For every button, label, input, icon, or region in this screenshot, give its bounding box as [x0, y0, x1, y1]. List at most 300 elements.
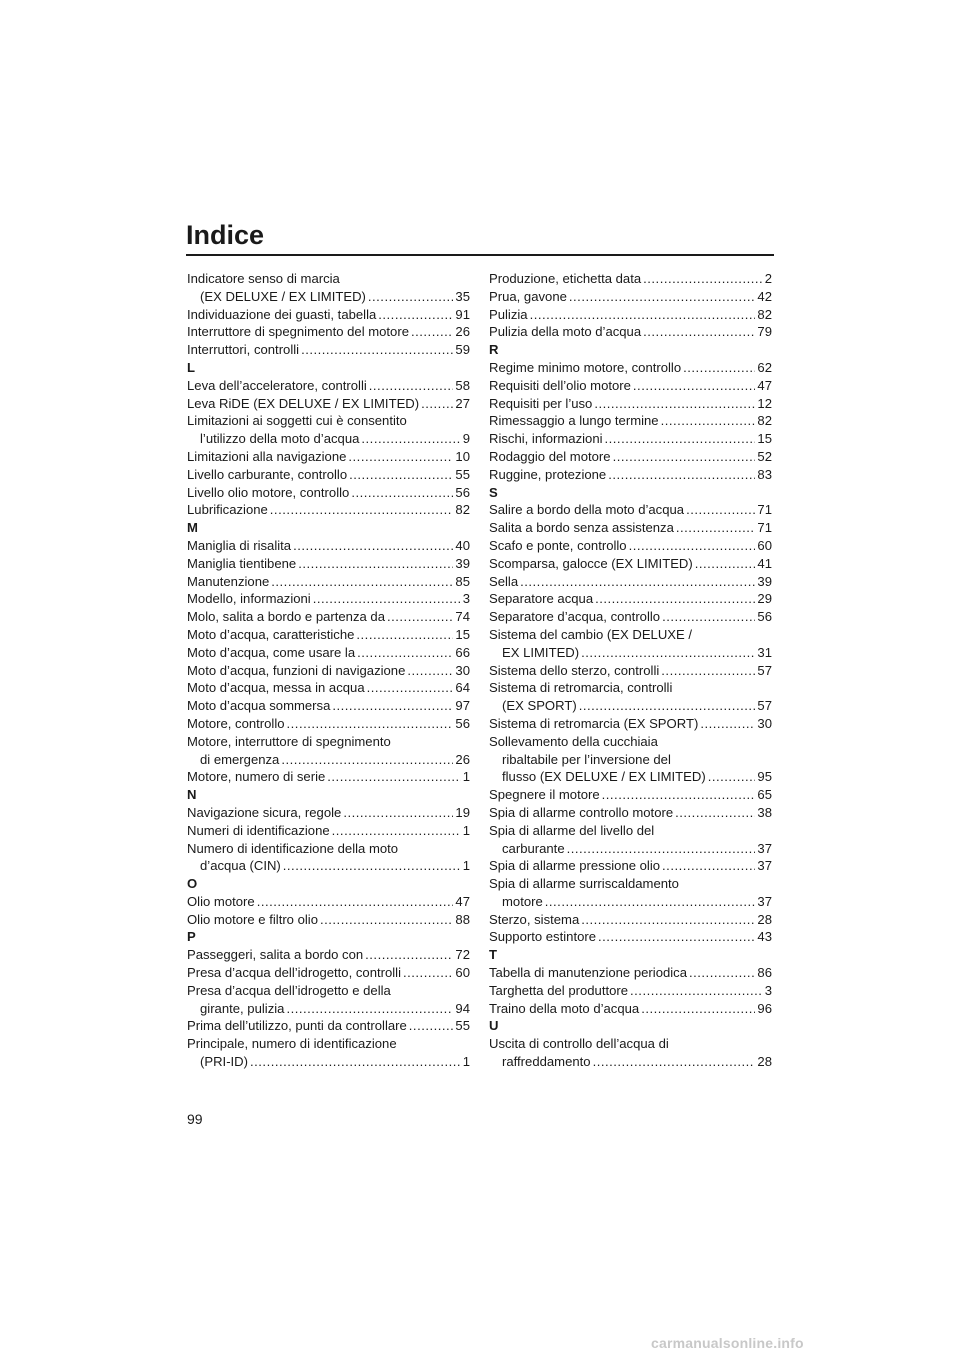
- index-entry-page: 94: [455, 1000, 470, 1016]
- index-entry-page: 43: [757, 929, 772, 945]
- index-entry-page: 65: [757, 787, 772, 803]
- dot-leader: [348, 448, 453, 466]
- index-entry: [489, 590, 772, 608]
- index-entry-text: Interruttori, controlli: [187, 342, 300, 358]
- index-entry-text: Produzione, etichetta data: [489, 271, 642, 286]
- dot-leader: [545, 893, 756, 911]
- dot-leader: [327, 768, 460, 786]
- dot-leader: [421, 395, 453, 413]
- index-entry-page: 95: [757, 769, 772, 785]
- dot-leader: [530, 306, 756, 324]
- index-entry-text: Olio motore: [187, 893, 255, 909]
- dot-leader: [662, 857, 755, 875]
- index-entry-heading: Spia di allarme del livello del: [489, 822, 655, 838]
- index-entry: [489, 359, 772, 377]
- index-entry-page: 83: [757, 466, 772, 482]
- index-entry-text: Spia di allarme controllo motore: [489, 804, 674, 820]
- index-entry-heading: Indicatore senso di marcia: [187, 271, 340, 286]
- index-entry-text: Sistema dello sterzo, controlli: [489, 662, 660, 678]
- index-entry: [187, 484, 470, 502]
- index-entry-text: Presa d’acqua dell’idrogetto, controlli: [187, 965, 401, 981]
- index-entry-page: 28: [757, 911, 772, 927]
- dot-leader: [411, 323, 453, 341]
- index-entry-text: EX LIMITED): [502, 644, 580, 660]
- index-entry: [187, 573, 470, 591]
- index-entry-page: 38: [757, 804, 772, 820]
- index-entry: [187, 804, 470, 822]
- dot-leader: [365, 946, 453, 964]
- index-entry-page: 85: [455, 573, 470, 589]
- index-entry-text: motore: [502, 893, 543, 909]
- index-entry-text: Prua, gavone: [489, 288, 567, 304]
- index-entry-page: 2: [764, 271, 772, 286]
- dot-leader: [613, 448, 756, 466]
- index-entry-text: Scafo e ponte, controllo: [489, 537, 627, 553]
- dot-leader: [369, 377, 454, 395]
- index-entry-page: 41: [757, 555, 772, 571]
- dot-leader: [567, 840, 756, 858]
- index-entry: [187, 679, 470, 697]
- dot-leader: [409, 1017, 454, 1035]
- index-entry-text: Lubrificazione: [187, 502, 268, 518]
- index-entry: [187, 555, 470, 573]
- index-entry-page: 1: [462, 1054, 470, 1070]
- index-entry: [187, 501, 470, 519]
- index-entry: [187, 893, 470, 911]
- index-entry-text: (PRI-ID): [200, 1054, 249, 1070]
- index-entry-text: Supporto estintore: [489, 929, 597, 945]
- index-entry-text: girante, pulizia: [200, 1000, 285, 1016]
- index-entry: [187, 590, 470, 608]
- index-entry: [187, 1000, 470, 1018]
- index-entry-text: Separatore d’acqua, controllo: [489, 609, 661, 625]
- index-entry-text: Salita a bordo senza assistenza: [489, 520, 674, 536]
- dot-leader: [629, 537, 756, 555]
- dot-leader: [633, 377, 756, 395]
- dot-leader: [332, 697, 453, 715]
- index-entry-page: 96: [757, 1000, 772, 1016]
- index-entry-page: 57: [757, 662, 772, 678]
- dot-leader: [689, 964, 755, 982]
- index-entry: [489, 306, 772, 324]
- index-entry-page: 42: [757, 288, 772, 304]
- index-entry: [489, 395, 772, 413]
- index-entry-text: Moto d’acqua, come usare la: [187, 644, 356, 660]
- watermark: carmanualsonline.info: [651, 1335, 804, 1351]
- index-entry-text: Prima dell’utilizzo, punti da controllare: [187, 1018, 407, 1034]
- index-entry: [187, 608, 470, 626]
- index-section-letter: P: [187, 929, 196, 945]
- index-entry-page: 35: [455, 288, 470, 304]
- dot-leader: [643, 323, 755, 341]
- dot-leader: [287, 715, 454, 733]
- index-entry-text: (EX SPORT): [502, 698, 577, 714]
- index-entry: [489, 288, 772, 306]
- dot-leader: [356, 626, 453, 644]
- index-entry-page: 26: [455, 324, 470, 340]
- index-entry: [489, 555, 772, 573]
- index-entry-page: 39: [757, 573, 772, 589]
- index-entry-text: Moto d’acqua, messa in acqua: [187, 680, 365, 696]
- index-entry-text: Targhetta del produttore: [489, 982, 629, 998]
- index-section-letter: T: [489, 947, 497, 963]
- index-entry: [489, 964, 772, 982]
- index-entry: [187, 430, 470, 448]
- index-entry-text: Numeri di identificazione: [187, 822, 330, 838]
- index-entry-text: Sterzo, sistema: [489, 911, 580, 927]
- index-entry-page: 71: [757, 502, 772, 518]
- index-entry-page: 26: [455, 751, 470, 767]
- index-entry-page: 82: [455, 502, 470, 518]
- index-entry-text: Salire a bordo della moto d’acqua: [489, 502, 685, 518]
- index-entry: [489, 466, 772, 484]
- index-entry: [489, 804, 772, 822]
- index-entry-page: 58: [455, 377, 470, 393]
- index-entry-text: Modello, informazioni: [187, 591, 311, 607]
- index-entry-page: 86: [757, 965, 772, 981]
- index-entry-text: Leva dell’acceleratore, controlli: [187, 377, 367, 393]
- index-entry: [187, 537, 470, 555]
- dot-leader: [403, 964, 453, 982]
- title-rule: [186, 254, 774, 256]
- index-entry-heading: Motore, interruttore di spegnimento: [187, 733, 391, 749]
- index-entry: [489, 537, 772, 555]
- index-entry: [187, 644, 470, 662]
- index-entry-page: 82: [757, 413, 772, 429]
- dot-leader: [608, 466, 755, 484]
- index-entry-page: 60: [757, 537, 772, 553]
- index-section-letter: S: [489, 484, 498, 500]
- index-entry-heading: ribaltabile per l’inversione del: [502, 751, 671, 767]
- dot-leader: [700, 715, 755, 733]
- index-entry: [187, 911, 470, 929]
- dot-leader: [250, 1053, 461, 1071]
- index-entry-text: Livello olio motore, controllo: [187, 484, 350, 500]
- index-entry: [187, 697, 470, 715]
- index-entry-text: Moto d’acqua, caratteristiche: [187, 626, 355, 642]
- dot-leader: [579, 697, 756, 715]
- index-entry: [187, 662, 470, 680]
- index-entry: [489, 430, 772, 448]
- index-entry-page: 55: [455, 1018, 470, 1034]
- index-entry-text: Tabella di manutenzione periodica: [489, 965, 687, 981]
- index-entry-page: 1: [462, 822, 470, 838]
- index-entry-text: Sistema di retromarcia (EX SPORT): [489, 715, 699, 731]
- index-section-letter: R: [489, 342, 499, 358]
- index-section-letter: U: [489, 1018, 499, 1034]
- index-entry-page: 97: [455, 698, 470, 714]
- index-entry-page: 55: [455, 466, 470, 482]
- index-entry-heading: Sollevamento della cucchiaia: [489, 733, 658, 749]
- dot-leader: [675, 804, 755, 822]
- page-title: Indice: [186, 220, 265, 250]
- dot-leader: [520, 573, 755, 591]
- index-entry-text: flusso (EX DELUXE / EX LIMITED): [502, 769, 706, 785]
- index-entry-text: Individuazione dei guasti, tabella: [187, 306, 377, 322]
- dot-leader: [594, 395, 755, 413]
- index-entry: [489, 1000, 772, 1018]
- page-number: 99: [187, 1111, 203, 1127]
- index-entry: [489, 857, 772, 875]
- index-entry: [489, 270, 772, 288]
- index-entry-page: 3: [462, 591, 470, 607]
- index-entry-text: Leva RiDE (EX DELUXE / EX LIMITED): [187, 395, 420, 411]
- index-section-letter: O: [187, 876, 198, 892]
- index-entry: [187, 323, 470, 341]
- index-entry-page: 10: [455, 448, 470, 464]
- index-entry-page: 37: [757, 858, 772, 874]
- index-entry-page: 47: [757, 377, 772, 393]
- dot-leader: [598, 928, 755, 946]
- index-entry-text: carburante: [502, 840, 565, 856]
- index-entry-heading: Limitazioni ai soggetti cui è consentito: [187, 413, 407, 429]
- index-section-letter: L: [187, 359, 195, 375]
- index-section-letter: N: [187, 787, 197, 803]
- index-entry-page: 30: [757, 715, 772, 731]
- index-entry-page: 19: [455, 804, 470, 820]
- index-entry-page: 37: [757, 840, 772, 856]
- index-entry-text: Olio motore e filtro olio: [187, 911, 318, 927]
- index-entry-text: Regime minimo motore, controllo: [489, 359, 682, 375]
- index-entry: [489, 982, 772, 1000]
- dot-leader: [281, 751, 453, 769]
- index-entry: [489, 448, 772, 466]
- index-column-left: [187, 270, 470, 1071]
- index-entry-page: 74: [455, 609, 470, 625]
- index-entry: [187, 466, 470, 484]
- index-entry: [187, 448, 470, 466]
- index-entry-page: 40: [455, 537, 470, 553]
- dot-leader: [257, 893, 454, 911]
- index-entry-page: 30: [455, 662, 470, 678]
- index-entry-page: 88: [455, 911, 470, 927]
- dot-leader: [661, 662, 755, 680]
- index-entry: [187, 715, 470, 733]
- dot-leader: [298, 555, 453, 573]
- index-entry-text: Pulizia della moto d’acqua: [489, 324, 642, 340]
- index-entry-page: 56: [455, 484, 470, 500]
- index-entry-heading: Presa d’acqua dell’idrogetto e della: [187, 982, 391, 998]
- index-entry: [187, 946, 470, 964]
- dot-leader: [378, 306, 453, 324]
- index-entry: [187, 768, 470, 786]
- index-entry: [187, 822, 470, 840]
- index-entry-text: Molo, salita a bordo e partenza da: [187, 609, 385, 625]
- dot-leader: [283, 857, 461, 875]
- index-entry: [489, 377, 772, 395]
- index-entry-text: Ruggine, protezione: [489, 466, 607, 482]
- index-entry-text: raffreddamento: [502, 1054, 591, 1070]
- index-entry-page: 1: [462, 769, 470, 785]
- dot-leader: [581, 911, 755, 929]
- index-entry: [187, 377, 470, 395]
- index-entry-text: Rodaggio del motore: [489, 448, 611, 464]
- index-entry-page: 64: [455, 680, 470, 696]
- index-entry-text: Traino della moto d’acqua: [489, 1000, 640, 1016]
- index-entry-text: Spia di allarme pressione olio: [489, 858, 661, 874]
- index-entry: [489, 697, 772, 715]
- index-entry-text: Requisiti dell’olio motore: [489, 377, 631, 393]
- index-entry-page: 66: [455, 644, 470, 660]
- index-entry-text: Moto d’acqua sommersa: [187, 698, 331, 714]
- dot-leader: [271, 573, 453, 591]
- index-entry-text: Sella: [489, 573, 519, 589]
- index-entry: [187, 751, 470, 769]
- index-entry-text: (EX DELUXE / EX LIMITED): [200, 288, 366, 304]
- index-entry-page: 60: [455, 965, 470, 981]
- index-entry-text: Navigazione sicura, regole: [187, 804, 342, 820]
- index-entry-text: d’acqua (CIN): [200, 858, 281, 874]
- index-entry-page: 9: [462, 431, 470, 447]
- index-entry: [489, 768, 772, 786]
- index-entry-page: 59: [455, 342, 470, 358]
- index-entry: [489, 911, 772, 929]
- index-entry-text: l’utilizzo della moto d’acqua: [200, 431, 360, 447]
- index-entry-text: Maniglia di risalita: [187, 537, 292, 553]
- dot-leader: [595, 590, 755, 608]
- index-entry: [489, 786, 772, 804]
- dot-leader: [683, 359, 755, 377]
- index-entry-page: 1: [462, 858, 470, 874]
- index-entry: [187, 857, 470, 875]
- dot-leader: [630, 982, 763, 1000]
- index-entry-text: Rischi, informazioni: [489, 431, 603, 447]
- index-entry-heading: Principale, numero di identificazione: [187, 1036, 397, 1052]
- index-entry: [489, 573, 772, 591]
- index-entry-page: 62: [757, 359, 772, 375]
- index-entry-text: Pulizia: [489, 306, 528, 322]
- index-entry-page: 71: [757, 520, 772, 536]
- index-entry: [489, 840, 772, 858]
- dot-leader: [695, 555, 756, 573]
- index-entry-page: 3: [764, 982, 772, 998]
- dot-leader: [662, 608, 755, 626]
- dot-leader: [357, 644, 453, 662]
- dot-leader: [293, 537, 453, 555]
- index-entry-page: 79: [757, 324, 772, 340]
- index-entry: [489, 323, 772, 341]
- index-column-right: [489, 270, 772, 1071]
- index-entry-text: Limitazioni alla navigazione: [187, 448, 347, 464]
- dot-leader: [286, 1000, 453, 1018]
- index-entry-page: 57: [757, 698, 772, 714]
- index-entry: [187, 626, 470, 644]
- index-entry-page: 15: [757, 431, 772, 447]
- dot-leader: [343, 804, 453, 822]
- dot-leader: [368, 288, 454, 306]
- dot-leader: [661, 412, 756, 430]
- index-entry-text: Separatore acqua: [489, 591, 594, 607]
- dot-leader: [593, 1053, 756, 1071]
- index-entry-page: 56: [757, 609, 772, 625]
- dot-leader: [367, 679, 454, 697]
- index-entry-text: Spegnere il motore: [489, 787, 600, 803]
- index-entry: [489, 501, 772, 519]
- index-entry: [187, 288, 470, 306]
- dot-leader: [387, 608, 453, 626]
- dot-leader: [270, 501, 454, 519]
- index-entry: [187, 1053, 470, 1071]
- index-entry-page: 31: [757, 644, 772, 660]
- dot-leader: [686, 501, 755, 519]
- index-entry: [489, 893, 772, 911]
- dot-leader: [581, 644, 755, 662]
- dot-leader: [602, 786, 756, 804]
- index-entry-page: 91: [455, 306, 470, 322]
- dot-leader: [708, 768, 756, 786]
- index-entry-heading: Sistema di retromarcia, controlli: [489, 680, 673, 696]
- index-entry-text: Rimessaggio a lungo termine: [489, 413, 659, 429]
- index-entry-page: 56: [455, 715, 470, 731]
- index-entry: [489, 644, 772, 662]
- index-entry: [489, 412, 772, 430]
- dot-leader: [407, 662, 453, 680]
- index-entry-page: 39: [455, 555, 470, 571]
- dot-leader: [676, 519, 756, 537]
- dot-leader: [361, 430, 460, 448]
- index-entry-text: Motore, numero di serie: [187, 769, 326, 785]
- index-entry-text: Maniglia tientibene: [187, 555, 297, 571]
- dot-leader: [320, 911, 453, 929]
- index-entry: [187, 341, 470, 359]
- dot-leader: [351, 484, 453, 502]
- index-entry-page: 29: [757, 591, 772, 607]
- index-entry-text: Interruttore di spegnimento del motore: [187, 324, 409, 340]
- index-entry-text: Livello carburante, controllo: [187, 466, 348, 482]
- index-entry-heading: Uscita di controllo dell’acqua di: [489, 1036, 669, 1052]
- dot-leader: [641, 1000, 755, 1018]
- dot-leader: [643, 270, 763, 288]
- dot-leader: [313, 590, 461, 608]
- index-entry-page: 47: [455, 893, 470, 909]
- index-entry-page: 82: [757, 306, 772, 322]
- index-entry-heading: Numero di identificazione della moto: [187, 840, 399, 856]
- index-entry-text: Manutenzione: [187, 573, 270, 589]
- index-entry-text: Requisiti per l’uso: [489, 395, 593, 411]
- index-entry: [489, 928, 772, 946]
- dot-leader: [332, 822, 461, 840]
- index-entry-text: di emergenza: [200, 751, 280, 767]
- index-entry: [489, 608, 772, 626]
- index-entry-page: 28: [757, 1054, 772, 1070]
- index-entry-page: 27: [455, 395, 470, 411]
- index-entry-text: Motore, controllo: [187, 715, 285, 731]
- index-entry: [489, 662, 772, 680]
- index-entry-text: Moto d’acqua, funzioni di navigazione: [187, 662, 406, 678]
- dot-leader: [301, 341, 453, 359]
- index-entry: [187, 1017, 470, 1035]
- index-entry-page: 15: [455, 626, 470, 642]
- index-entry-page: 52: [757, 448, 772, 464]
- index-entry: [489, 715, 772, 733]
- index-entry-page: 12: [757, 395, 772, 411]
- dot-leader: [569, 288, 756, 306]
- dot-leader: [349, 466, 453, 484]
- index-entry-text: Passeggeri, salita a bordo con: [187, 947, 364, 963]
- index-entry-page: 37: [757, 893, 772, 909]
- index-entry: [489, 1053, 772, 1071]
- index-section-letter: M: [187, 520, 198, 536]
- index-entry: [187, 395, 470, 413]
- dot-leader: [605, 430, 756, 448]
- index-entry-heading: Spia di allarme surriscaldamento: [489, 876, 679, 892]
- index-entry: [489, 519, 772, 537]
- index-entry-heading: Sistema del cambio (EX DELUXE /: [489, 626, 693, 642]
- index-entry-text: Scomparsa, galocce (EX LIMITED): [489, 555, 693, 571]
- index-entry: [187, 964, 470, 982]
- index-entry-page: 72: [455, 947, 470, 963]
- index-entry: [187, 306, 470, 324]
